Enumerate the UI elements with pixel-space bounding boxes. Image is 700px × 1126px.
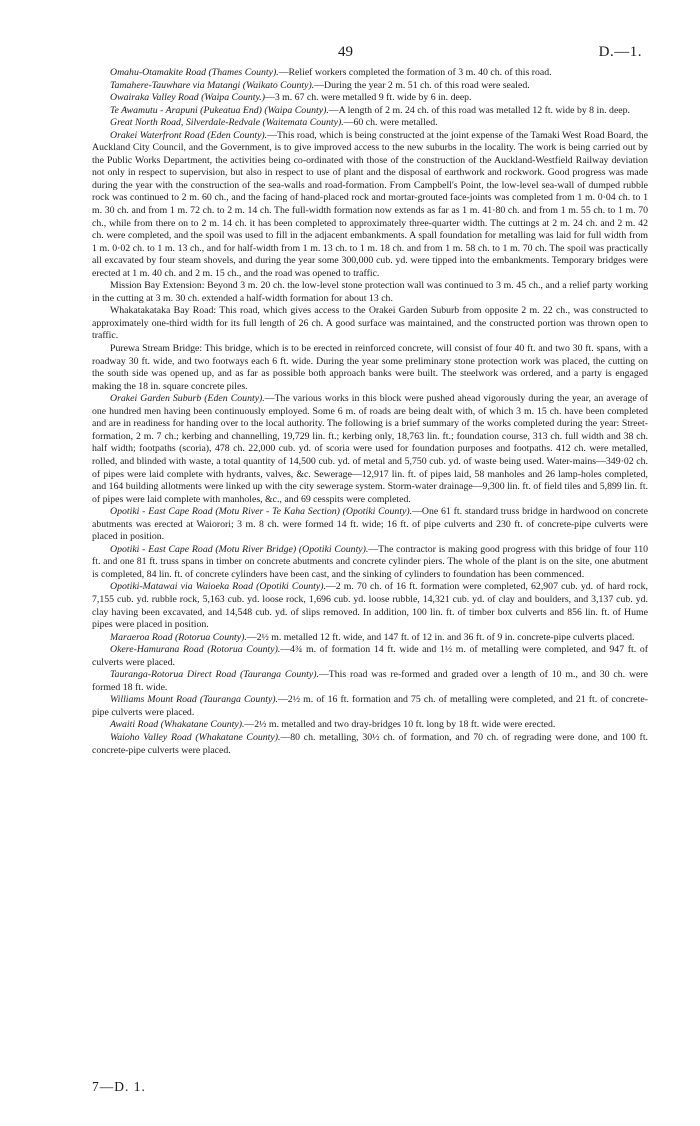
road-title: Opotiki-Matawai via Waioeka Road (Opotiki County). [110,581,326,593]
road-title: Tamahere-Tauwhare via Matangi (Waikato County). [110,79,315,91]
paragraph [92,130,648,281]
paragraph-text: —4¾ m. of formation 14 ft. wide and 1½ m. of metalling were completed, and 947 ft. of culverts were placed. [92,644,648,668]
paragraph [92,92,648,105]
paragraph-text: —This road, which is being constructed at the joint expense of the Tamaki West Road Board, the Auckland City Council, and the Government, is to give improved access to the new suburbs in the locality. The work is being carried out by the Public Works Department, the activities being co-ordinated with those of the construction of the Auckland-Westfield Railway deviation not only in respect to supervision, but also in respect to use of plant and the disposal of earthwork and rockwork. Good progress was made during the year with the construction of the sea-walls and road-formation. From Campbell's Point, the low-level sea-wall of dumped rubble rock was continued to 2 m. 60 ch., and the facing of hand-placed rock and mortar-grouted face-joints was completed from 1 m. 0·04 ch. to 1 m. 30 ch. and from 1 m. 72 ch. to 2 m. 14 ch. The full-width formation now extends as far as 1 m. 41·80 ch. and from 1 m. 55 ch. to 1 m. 70 ch., while from there on to 2 m. 14 ch. it has been completed to approximately three-quarter width. The cuttings at 2 m. 24 ch. and 2 m. 42 ch. were completed, and the spoil was used to fill in the adjacent embankments. A spall foundation for metalling was laid for full width from 1 m. 0·02 ch. to 1 m. 13 ch., and for half-width from 1 m. 13 ch. to 1 m. 18 ch. and from 1 m. 58 ch. to 1 m. 70 ch. The spoil was practically all excavated by four steam shovels, and during the year some 300,000 cub. yd. were tipped into the embankments. Temporary bridges were erected at 1 m. 40 ch. and 2 m. 15 ch., and the road was opened to traffic. [92,129,648,279]
road-title: Waioho Valley Road (Whakatane County). [110,731,281,743]
road-title: Omahu-Otamakite Road (Thames County). [110,67,279,78]
paragraph [92,393,648,506]
road-title: Great North Road, Silverdale-Redvale (Waitemata County). [110,117,344,129]
paragraph-text: —One 61 ft. standard truss bridge in hardwood on concrete abutments was erected at Waiorori; 3 m. 8 ch. were formed 14 ft. wide; 16 ft. of pipe culverts and 230 ft. of concrete-pipe culverts were placed in position. [92,506,649,543]
paragraph [92,544,648,582]
road-title: Awaiti Road (Whakatane County). [110,719,245,731]
paragraph-text: Mission Bay Extension: Beyond 3 m. 20 ch. the low-level stone protection wall was continued to 3 m. 45 ch., and a relief party working in the cutting at 3 m. 30 ch. extended a half-width formation for about 13 ch. [92,280,648,304]
paragraph-text: —The various works in this block were pushed ahead vigorously during the year, an average of one hundred men having been continuously employed. Some 6 m. of roads are being dealt with, of which 3 m. 15 ch. have been completed and are in readiness for handing over to the local authority. The following is a brief summary of the works completed during the year: Street-formation, 2 m. 7 ch.; kerbing and channelling, 19,729 lin. ft.; kerbing only, 18,763 lin. ft.; foundation course, 313 ch. full width and 38 ch. half width; footpaths (scoria), 478 ch. 22,000 cub. yd. of scoria were used for foundation purposes and footpaths. 412 ch. were metalled, rolled, and blinded with waste, a total quantity of 14,500 cub. yd. of metal and 5,750 cub. yd. of waste being used. Water-mains—349·02 ch. of pipes were laid complete with hydrants, valves, &c. Sewerage—12,917 lin. ft. of pipes laid, 58 manholes and 26 lamp-holes completed, and 164 building allotments were linked up with the city sewerage system. Storm-water drainage—9,300 lin. ft. of field tiles and 5,899 lin. ft. of pipes were laid complete with manholes, &c., and 69 cesspits were completed. [92,393,648,505]
paragraph-text: —2½ m. of 16 ft. formation and 75 ch. of metalling were completed, and 21 ft. of concrete-pipe culverts were placed. [92,694,648,718]
paragraph-text: —80 ch. metalling, 30½ ch. of formation, and 70 ch. of regrading were done, and 100 ft. concrete-pipe culverts were placed. [92,731,648,756]
paragraph [92,581,648,631]
road-title: Owairaka Valley Road (Waipa County.) [110,92,266,104]
paragraph [92,117,648,130]
road-title: Orakei Waterfront Road (Eden County). [110,129,268,141]
paragraph-text: —The contractor is making good progress with this bridge of four 110 ft. and one 81 ft. truss spans in timber on concrete abutments and concrete cylinder piers. The whole of the plant is on the site, one abutment is completed, 84 lin. ft. of concrete cylinders have been cast, and the sinking of cylinders to foundation has been commenced. [92,543,648,580]
road-title: Williams Mount Road (Tauranga County). [110,694,278,706]
paragraph [92,105,648,118]
paragraph [92,67,648,80]
page-header [0,44,700,66]
paragraph-text: —60 ch. were metalled. [343,117,438,129]
body-text [92,67,648,757]
road-title: Maraeroa Road (Rotorua County). [110,631,247,643]
paragraph-text: —During the year 2 m. 51 ch. of this road were sealed. [314,79,530,91]
paragraph [92,719,648,732]
road-title: Opotiki - East Cape Road (Motu River Bridge) (Opotiki County). [110,543,369,555]
road-title: Tauranga-Rotorua Direct Road (Tauranga County). [110,669,319,681]
paragraph [92,506,648,544]
road-title: Te Awamutu - Arapuni (Pukeatua End) (Waipa County). [110,104,329,116]
paragraph [92,343,648,393]
paragraph-text: —This road was re-formed and graded over a length of 10 m., and 30 ch. were formed 18 ft. wide. [92,669,649,693]
paragraph-text: —A length of 2 m. 24 ch. of this road was metalled 12 ft. wide by 8 in. deep. [328,104,630,116]
paragraph-text: —Relief workers completed the formation of 3 m. 40 ch. of this road. [278,67,552,78]
document-reference: D.—1. [598,44,642,60]
paragraph-text: —2½ m. metalled and two dray-bridges 10 ft. long by 18 ft. wide were erected. [244,719,556,731]
paragraph [92,280,648,305]
paragraph-text: Purewa Stream Bridge: This bridge, which is to be erected in reinforced concrete, will consist of four 40 ft. and two 30 ft. spans, with a roadway 30 ft. wide, and two footways each 6 ft. wide. During the year some preliminary stone protection work was placed, the cutting on the south side was opened up, and as far as possible both approach banks were built. The steelwork was ordered, and a party is engaged making the 18 in. square concrete piles. [92,343,648,392]
paragraph-text: —2½ m. metalled 12 ft. wide, and 147 ft. of 12 in. and 36 ft. of 9 in. concrete-pipe culverts placed. [246,631,635,643]
paragraph [92,632,648,645]
paragraph-text: Whakatakataka Bay Road: This road, which gives access to the Orakei Garden Suburb from opposite 2 m. 22 ch., was constructed to approximately one-third width for its full length of 26 ch. A good surface was maintained, and the constructed portion was thrown open to traffic. [92,305,648,342]
paragraph-text: —2 m. 70 ch. of 16 ft. formation were completed, 62,907 cub. yd. of hard rock, 7,155 cub. yd. rubble rock, 5,163 cub. yd. loose rock, 1,696 cub. yd. loose rubble, 14,321 cub. yd. of clay and boulders, and 3,137 cub. yd. clay having been excavated, and 14,548 cub. yd. of slips removed. In addition, 100 lin. ft. of timber box culverts and 856 lin. ft. of Hume pipes were placed in position. [92,581,648,631]
paragraph [92,694,648,719]
paragraph [92,669,648,694]
paragraph-text: —3 m. 67 ch. were metalled 9 ft. wide by 6 in. deep. [265,92,472,104]
road-title: Opotiki - East Cape Road (Motu River - Te Kaha Section) (Opotiki County). [110,506,413,518]
road-title: Okere-Hamurana Road (Rotorua County). [110,644,281,656]
paragraph [92,732,648,757]
paragraph [92,644,648,669]
page-number: 49 [338,44,353,60]
page-signature: 7—D. 1. [92,1079,146,1094]
road-title: Orakei Garden Suburb (Eden County). [110,393,265,405]
paragraph [92,305,648,343]
paragraph [92,80,648,93]
